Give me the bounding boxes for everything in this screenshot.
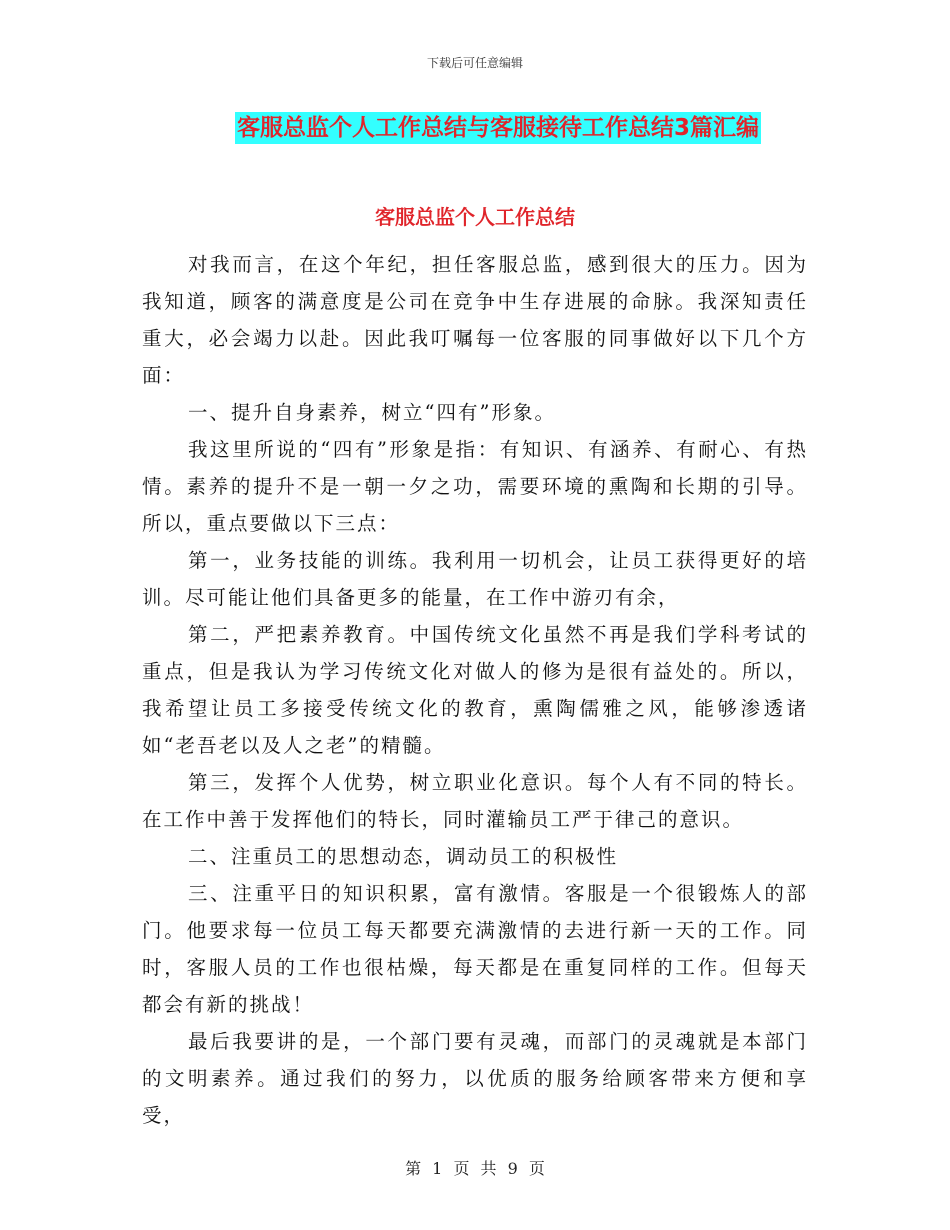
paragraph: 对我而言，在这个年纪，担任客服总监，感到很大的压力。因为我知道，顾客的满意度是公司在竞争中生存进展的命脉。我深知责任重大，必会竭力以赴。因此我叮嘱每一位客服的同事做好以下几个方面： (142, 253, 808, 387)
paragraph: 我这里所说的“四有”形象是指：有知识、有涵养、有耐心、有热情。素养的提升不是一朝一夕之功，需要环境的熏陶和长期的引导。所以，重点要做以下三点： (142, 438, 808, 535)
page-number-footer: 第 1 页 共 9 页 (405, 1159, 545, 1178)
document-main-title: 客服总监个人工作总结与客服接待工作总结3篇汇编 (235, 112, 761, 144)
paragraph: 一、提升自身素养，树立“四有”形象。 (188, 401, 556, 424)
section-title: 客服总监个人工作总结 (375, 205, 575, 229)
main-title-container (0, 112, 950, 144)
paragraph: 最后我要讲的是，一个部门要有灵魂，而部门的灵魂就是本部门的文明素养。通过我们的努力，以优质的服务给顾客带来方便和享受， (142, 1030, 808, 1127)
paragraph: 第二，严把素养教育。中国传统文化虽然不再是我们学科考试的重点，但是我认为学习传统文化对做人的修为是很有益处的。所以，我希望让员工多接受传统文化的教育，熏陶儒雅之风，能够渗透诸如“老吾老以及人之老”的精髓。 (142, 623, 808, 757)
page-header-note: 下载后可任意编辑 (426, 56, 523, 70)
paragraph: 二、注重员工的思想动态，调动员工的积极性 (188, 845, 619, 868)
paragraph: 三、注重平日的知识积累，富有激情。客服是一个很锻炼人的部门。他要求每一位员工每天都要充满激情的去进行新一天的工作。同时，客服人员的工作也很枯燥，每天都是在重复同样的工作。但每天都会有新的挑战！ (142, 882, 808, 1016)
paragraph: 第三，发挥个人优势，树立职业化意识。每个人有不同的特长。在工作中善于发挥他们的特长，同时灌输员工严于律己的意识。 (142, 771, 808, 831)
paragraph: 第一，业务技能的训练。我利用一切机会，让员工获得更好的培训。尽可能让他们具备更多的能量，在工作中游刃有余， (142, 549, 808, 609)
document-body (142, 246, 808, 1134)
